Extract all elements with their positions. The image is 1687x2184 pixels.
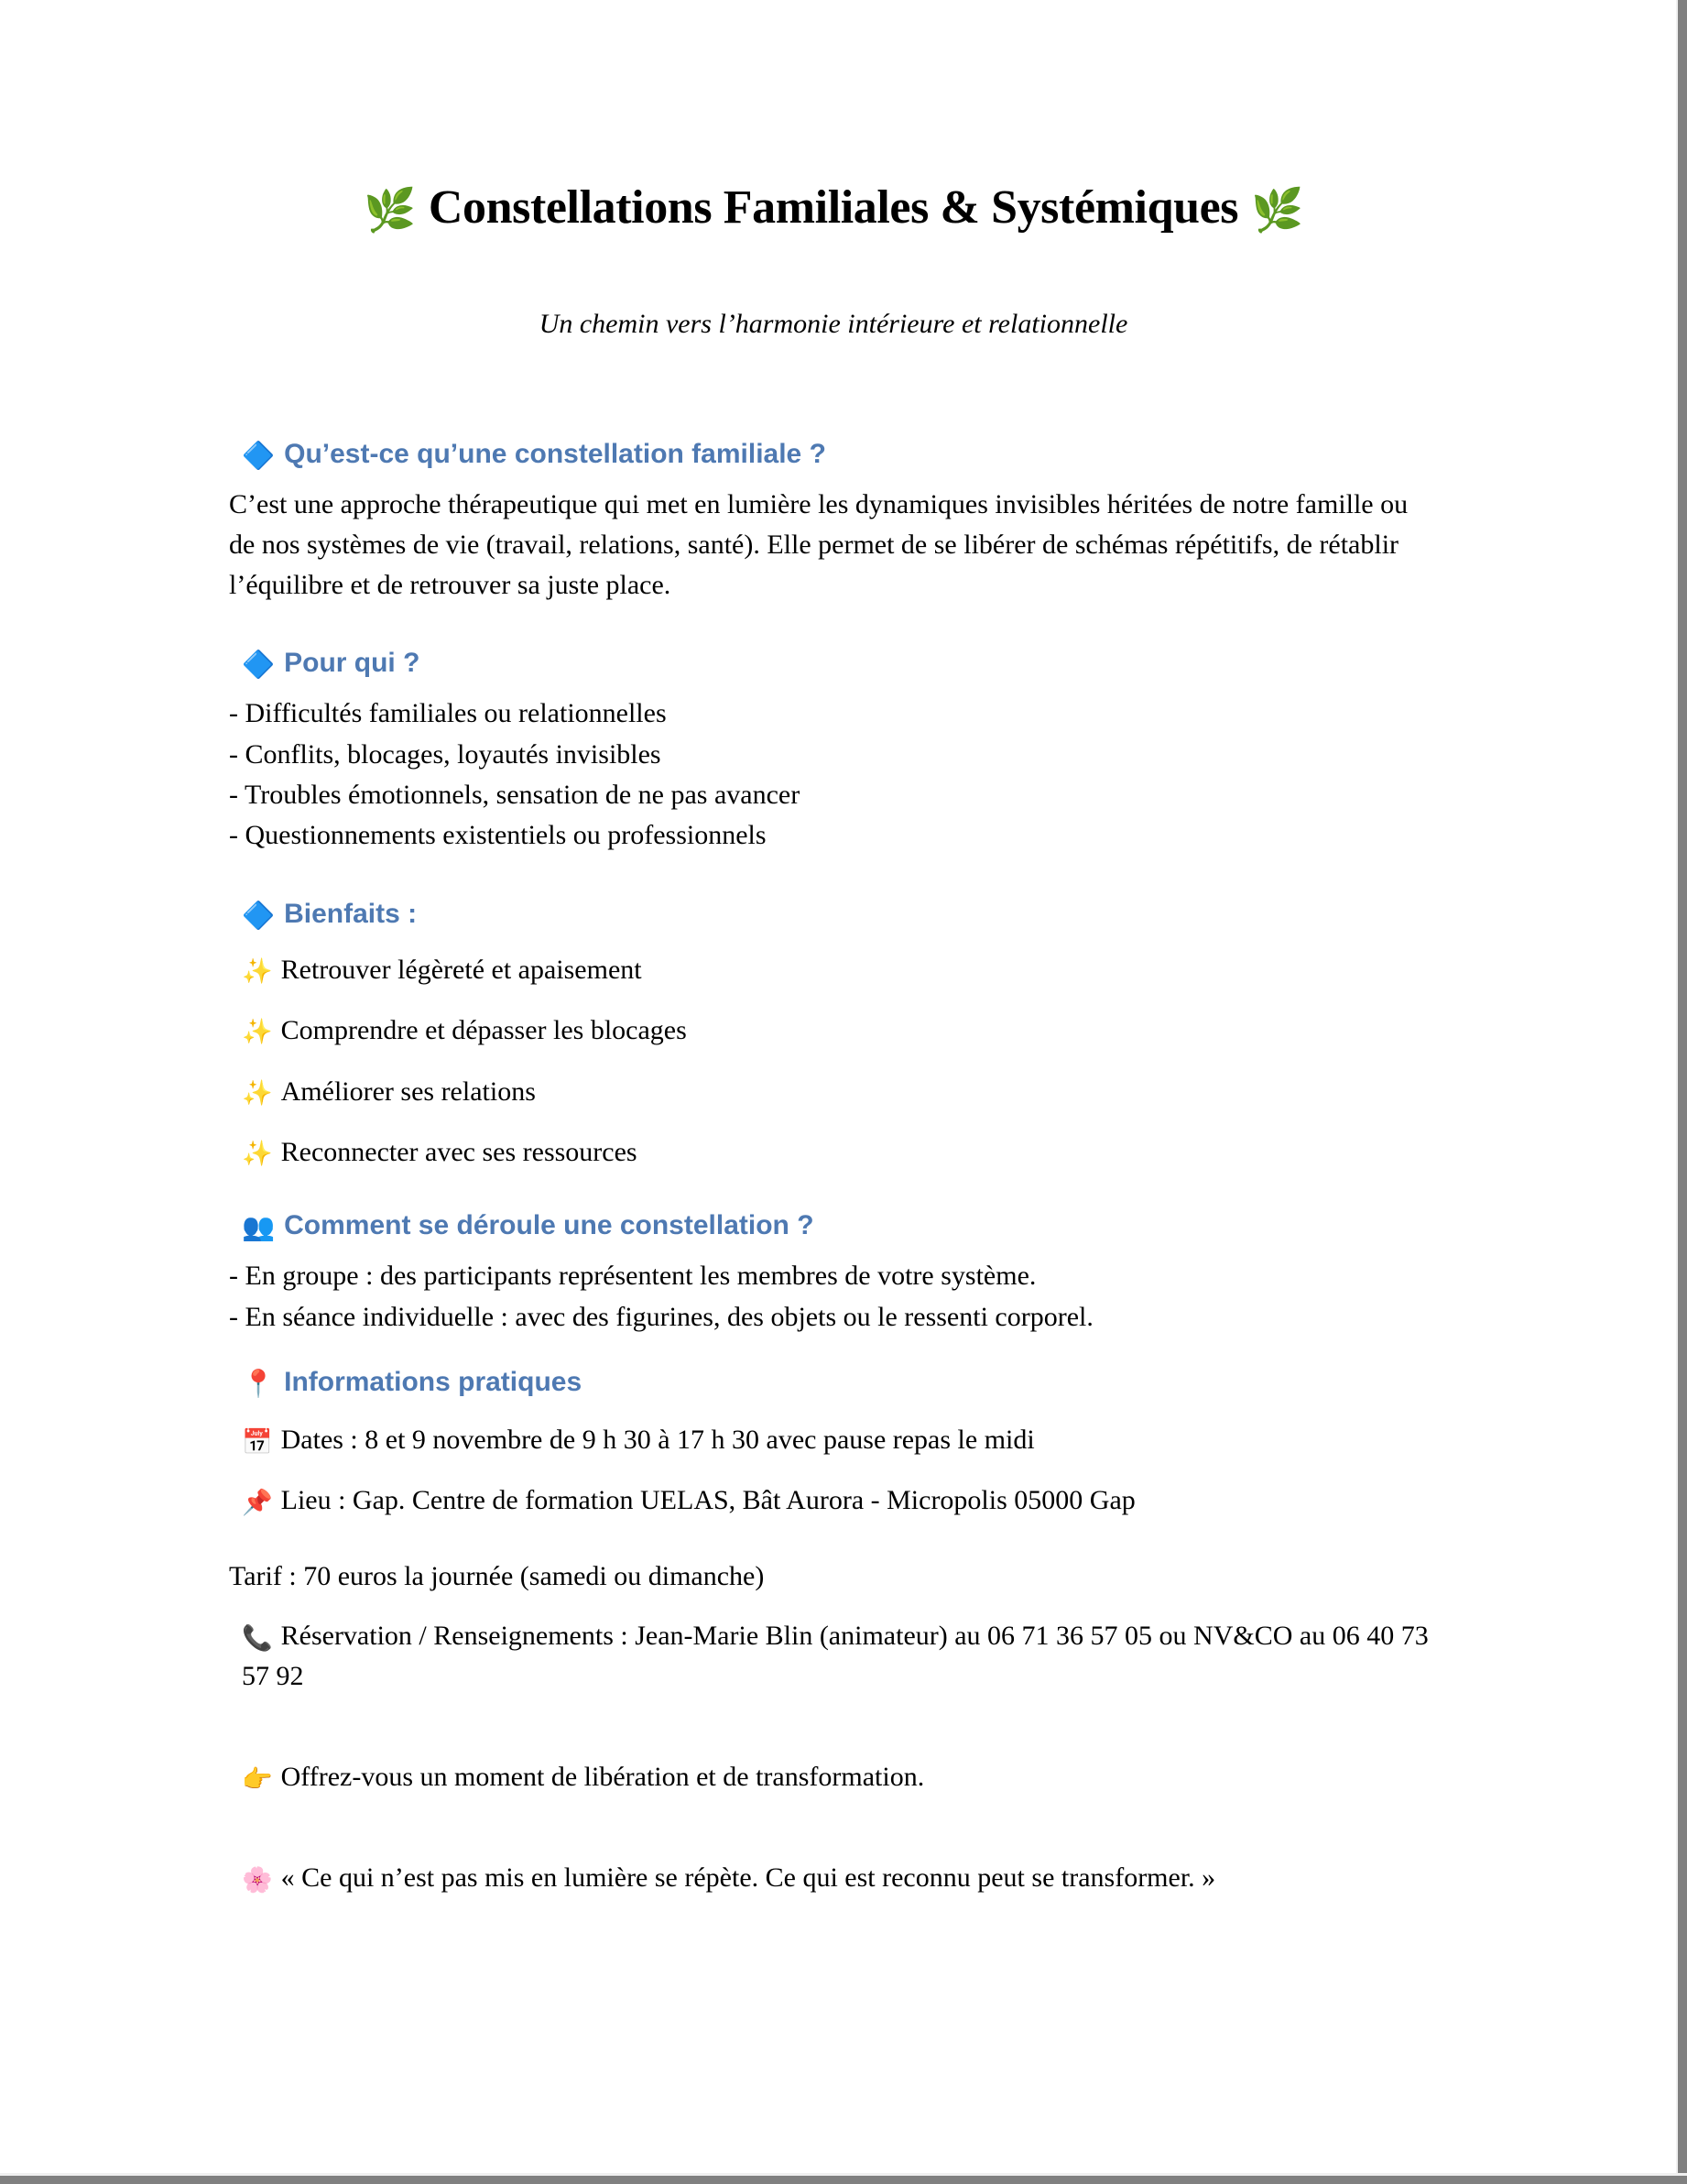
- sparkles-icon: ✨: [242, 1140, 273, 1169]
- horizontal-scrollbar-thumb[interactable]: [0, 2176, 1687, 2184]
- call-to-action: [229, 1737, 1438, 1797]
- section-heading-label: Pour qui ?: [284, 647, 420, 678]
- info-line-label: Lieu : Gap. Centre de formation UELAS, Bât Aurora - Micropolis 05000 Gap: [280, 1485, 1136, 1516]
- spacer: [229, 857, 1438, 897]
- sparkles-icon: ✨: [242, 1078, 273, 1108]
- section-for-whom: [229, 646, 1438, 857]
- section-heading-practical-info: [229, 1365, 1438, 1400]
- list-for-whom: [229, 681, 1438, 857]
- spacer: [229, 606, 1438, 646]
- cherry-blossom-icon: 🌸: [242, 1865, 273, 1895]
- list-item-label: Comprendre et dépasser les blocages: [280, 1015, 687, 1046]
- vertical-scrollbar-thumb[interactable]: [1678, 0, 1687, 2184]
- info-line-price: [229, 1536, 1438, 1597]
- page-title: [229, 0, 1438, 235]
- list-item: [229, 1132, 1438, 1194]
- list-item: - Troubles émotionnels, sensation de ne pas avancer: [229, 779, 800, 810]
- sparkles-icon: ✨: [242, 956, 273, 986]
- info-line-label: Tarif : 70 euros la journée (samedi ou dimanche): [229, 1560, 765, 1591]
- round-pushpin-icon: 📍: [242, 1367, 276, 1399]
- herb-icon-right: 🌿: [1251, 187, 1304, 234]
- section-heading-benefits: [229, 897, 1438, 932]
- section-heading-how-it-works: [229, 1208, 1438, 1243]
- sparkles-icon: ✨: [242, 1018, 273, 1047]
- section-benefits: [229, 897, 1438, 1194]
- section-heading-label: Bienfaits :: [284, 898, 418, 929]
- blue-diamond-icon: 🔷: [242, 648, 276, 680]
- section-what-is-a-constellation: [229, 437, 1438, 606]
- list-item: - Questionnements existentiels ou professionnels: [229, 820, 767, 851]
- list-item: - En séance individuelle : avec des figurines, des objets ou le ressenti corporel.: [229, 1301, 1094, 1332]
- section-how-it-works: [229, 1208, 1438, 1338]
- section-heading-label: Informations pratiques: [284, 1366, 582, 1397]
- list-item: [229, 950, 1438, 1011]
- info-line-contact: [229, 1596, 1438, 1697]
- list-item: - En groupe : des participants représentent les membres de votre système.: [229, 1261, 1037, 1292]
- spacer: [229, 1522, 1438, 1536]
- section-heading-label: Comment se déroule une constellation ?: [284, 1209, 814, 1240]
- info-line-label: Réservation / Renseignements : Jean-Marie Blin (animateur) au 06 71 36 57 05 ou NV&CO au 06 40 73 57 92: [242, 1621, 1429, 1692]
- list-item: - Difficultés familiales ou relationnelles: [229, 698, 667, 729]
- list-item: [229, 1010, 1438, 1072]
- section-heading-for-whom: [229, 646, 1438, 681]
- calendar-icon: 📅: [242, 1428, 273, 1458]
- section-heading-what-is: [229, 437, 1438, 472]
- closing-quote-label: « Ce qui n’est pas mis en lumière se répète. Ce qui est reconnu peut se transformer. »: [280, 1862, 1216, 1893]
- call-to-action-label: Offrez-vous un moment de libération et de transformation.: [280, 1761, 925, 1792]
- spacer: [229, 1194, 1438, 1208]
- blue-diamond-icon: 🔷: [242, 899, 276, 931]
- list-item-label: Améliorer ses relations: [280, 1076, 536, 1107]
- page-subtitle: Un chemin vers l’harmonie intérieure et relationnelle: [539, 309, 1128, 340]
- blue-diamond-icon: 🔷: [242, 440, 276, 472]
- horizontal-scrollbar[interactable]: [0, 2173, 1687, 2184]
- spacer: [229, 410, 1438, 437]
- section-practical-info: [229, 1365, 1438, 1697]
- list-item: - Conflits, blocages, loyautés invisibles: [229, 738, 661, 770]
- vertical-scrollbar[interactable]: [1676, 0, 1687, 2184]
- spacer: [229, 1338, 1438, 1365]
- telephone-receiver-icon: 📞: [242, 1624, 273, 1653]
- paragraph-what-is: C’est une approche thérapeutique qui met en lumière les dynamiques invisibles héritées de notre famille ou de nos systèmes de vie (travail, relations, santé). Elle permet de se libérer de schémas répétitifs, de rétablir l’équilibre et de retrouver sa juste place.: [229, 489, 1409, 601]
- closing-quote: [229, 1838, 1438, 1898]
- list-benefits: [229, 932, 1438, 1194]
- info-line-label: Dates : 8 et 9 novembre de 9 h 30 à 17 h 30 avec pause repas le midi: [280, 1425, 1035, 1456]
- info-line-dates: [229, 1400, 1438, 1460]
- page-title-text: Constellations Familiales & Systémiques: [428, 181, 1239, 234]
- info-line-location: [229, 1460, 1438, 1521]
- herb-icon-left: 🌿: [363, 187, 416, 234]
- busts-in-silhouette-icon: 👥: [242, 1210, 276, 1242]
- pointing-right-icon: 👉: [242, 1764, 273, 1794]
- list-how-it-works: [229, 1243, 1438, 1338]
- pushpin-icon: 📌: [242, 1489, 273, 1518]
- list-item-label: Retrouver légèreté et apaisement: [280, 954, 642, 985]
- document-body: [229, 0, 1438, 1898]
- section-heading-label: Qu’est-ce qu’une constellation familiale ?: [284, 439, 826, 470]
- spacer: [229, 1697, 1438, 1737]
- spacer: [229, 1797, 1438, 1838]
- list-item: [229, 1072, 1438, 1133]
- list-item-label: Reconnecter avec ses ressources: [280, 1137, 637, 1168]
- spacer: [229, 342, 1438, 410]
